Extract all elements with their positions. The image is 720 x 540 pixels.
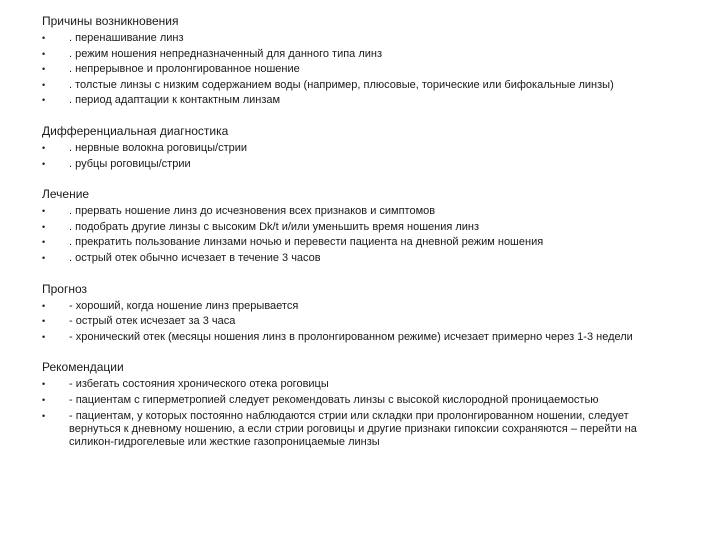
list-item-text: . перенашивание линз <box>69 32 184 44</box>
list-item <box>42 79 682 92</box>
list-item-text: - пациентам, у которых постоянно наблюдаются стрии или складки при пролонгированном ношении, следует вернуться к дневному ношению, а если стрии роговицы и другие признаки гипоксии сохраняются – перейти на силикон-гидрогелевые или жесткие газопроницаемые линзы <box>69 409 637 448</box>
bullet-list <box>42 32 682 107</box>
list-item <box>42 315 682 328</box>
section-title: Прогноз <box>42 281 88 296</box>
section-spacer <box>42 268 682 282</box>
list-item-text: - хороший, когда ношение линз прерывается <box>69 299 299 312</box>
section-title: Причины возникновения <box>42 14 179 28</box>
bullet-icon: • <box>42 158 46 169</box>
list-item <box>42 142 682 155</box>
section-spacer <box>42 110 682 124</box>
bullet-icon: • <box>42 316 46 327</box>
list-item <box>42 158 682 171</box>
bullet-icon: • <box>42 48 46 59</box>
list-item <box>42 205 682 218</box>
section-title: Дифференциальная диагностика <box>42 123 229 138</box>
bullet-list <box>42 142 682 171</box>
bullet-list <box>42 378 682 448</box>
list-item-text: . прекратить пользование линзами ночью и перевести пациента на дневной режим ношения <box>69 236 544 249</box>
bullet-icon: • <box>42 64 46 75</box>
list-item <box>42 300 682 313</box>
bullet-icon: • <box>42 95 46 106</box>
bullet-icon: • <box>42 79 46 90</box>
section-recommendations <box>42 360 682 448</box>
bullet-icon: • <box>42 410 46 421</box>
list-item-text: - хронический отек (месяцы ношения линз в пролонгированном режиме) исчезает примерно через 1-3 недели <box>69 330 633 343</box>
bullet-icon: • <box>42 142 46 153</box>
list-item-text: . рубцы роговицы/стрии <box>69 157 191 170</box>
section-spacer <box>42 173 682 187</box>
section-differential-diagnosis <box>42 124 682 171</box>
bullet-list <box>42 205 682 265</box>
list-item-text: . режим ношения непредназначенный для данного типа линз <box>69 47 383 60</box>
bullet-list <box>42 300 682 344</box>
list-item-text: - острый отек исчезает за 3 часа <box>69 315 236 328</box>
bullet-icon: • <box>42 379 46 390</box>
list-item-text: - избегать состояния хронического отека роговицы <box>69 378 329 391</box>
section-title: Лечение <box>42 187 90 202</box>
list-item <box>42 94 682 107</box>
bullet-icon: • <box>42 206 46 217</box>
bullet-icon: • <box>42 331 46 342</box>
section-prognosis <box>42 282 682 344</box>
list-item-text: . нервные волокна роговицы/стрии <box>69 141 248 154</box>
list-item <box>42 394 682 407</box>
list-item-text: - пациентам с гиперметропией следует рекомендовать линзы с высокой кислородной проницаемостью <box>69 393 599 406</box>
document-body <box>42 14 682 451</box>
list-item-text: . непрерывное и пролонгированное ношение <box>69 63 300 76</box>
list-item <box>42 221 682 234</box>
list-item <box>42 32 682 45</box>
bullet-icon: • <box>42 394 46 405</box>
section-causes <box>42 14 682 107</box>
bullet-icon: • <box>42 252 46 263</box>
list-item-text: . толстые линзы с низким содержанием воды (например, плюсовые, торические или бифокальные линзы) <box>69 78 614 91</box>
list-item <box>42 378 682 391</box>
list-item-text: . подобрать другие линзы с высоким Dk/t и/или уменьшить время ношения линз <box>69 220 480 233</box>
list-item <box>42 410 682 449</box>
list-item <box>42 63 682 76</box>
list-item <box>42 236 682 249</box>
bullet-icon: • <box>42 237 46 248</box>
section-spacer <box>42 346 682 360</box>
list-item <box>42 252 682 265</box>
list-item-text: . острый отек обычно исчезает в течение 3 часов <box>69 251 321 264</box>
bullet-icon: • <box>42 33 46 43</box>
list-item-text: . период адаптации к контактным линзам <box>69 94 281 107</box>
list-item-text: . прервать ношение линз до исчезновения всех признаков и симптомов <box>69 205 436 218</box>
section-treatment <box>42 187 682 265</box>
section-title: Рекомендации <box>42 360 124 375</box>
list-item <box>42 331 682 344</box>
bullet-icon: • <box>42 221 46 232</box>
list-item <box>42 48 682 61</box>
bullet-icon: • <box>42 300 46 311</box>
